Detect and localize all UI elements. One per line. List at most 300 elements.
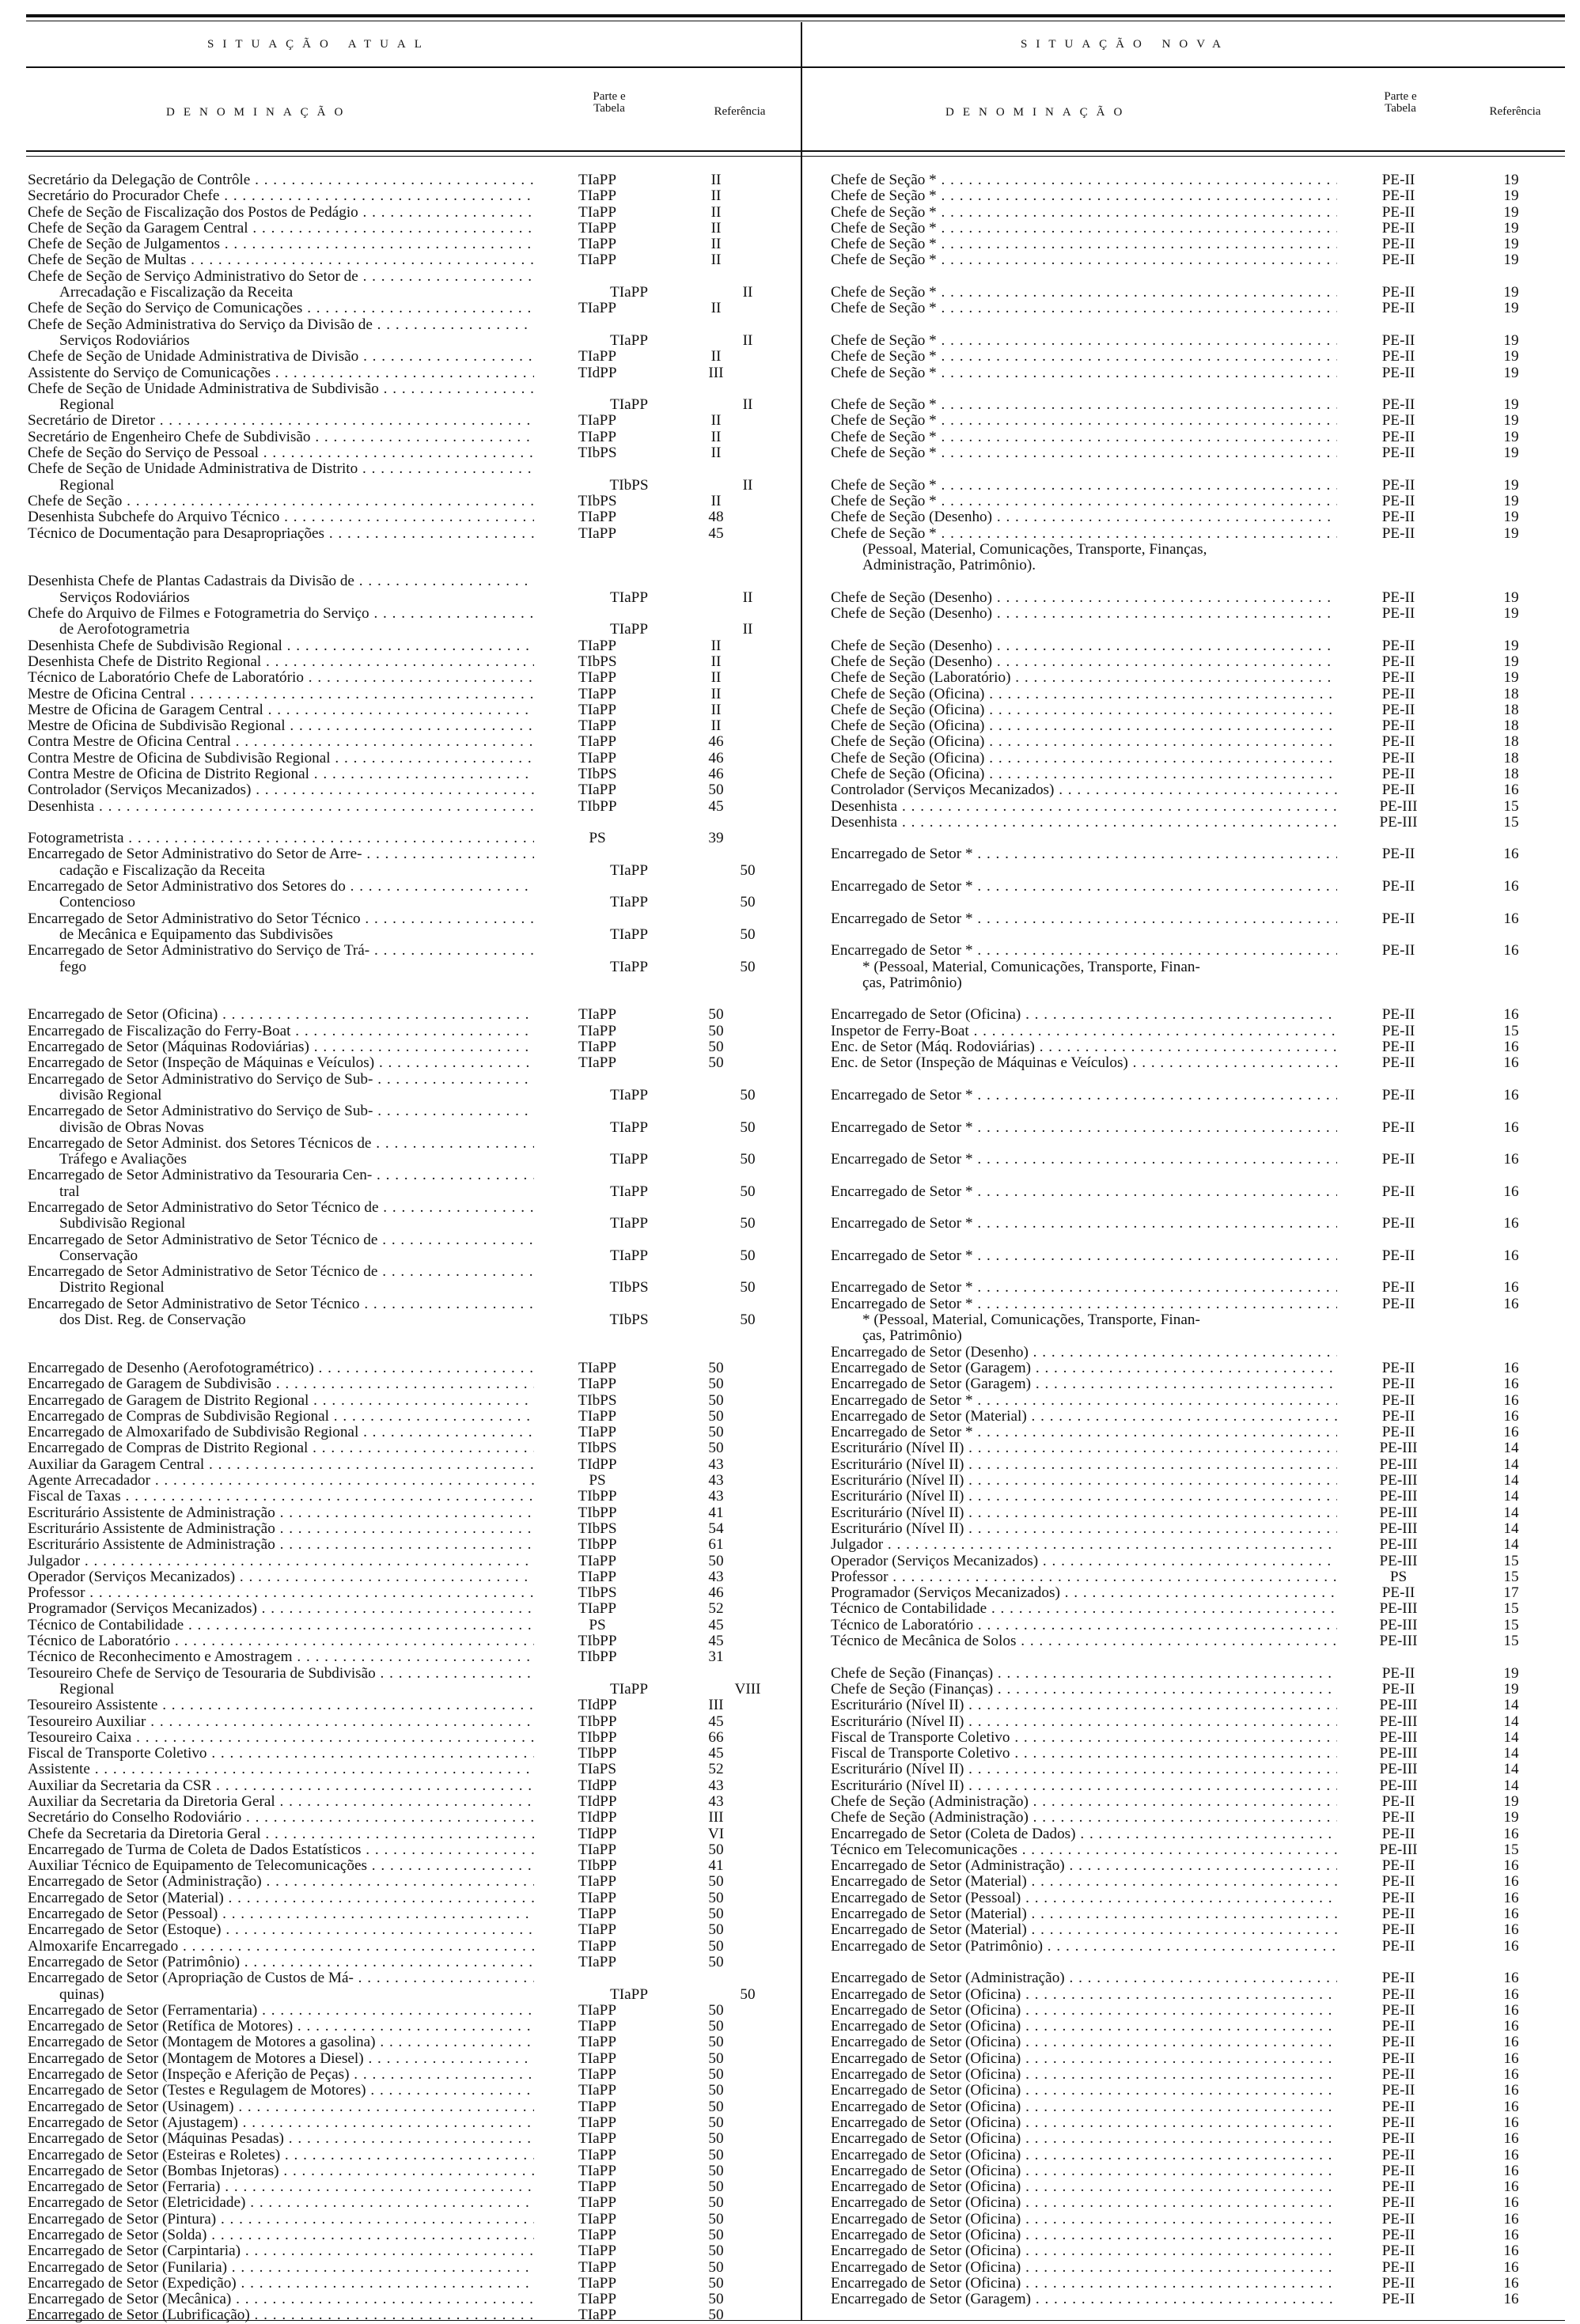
table-row bbox=[831, 1682, 1580, 1698]
table-row bbox=[28, 237, 803, 252]
denominacao-cell: Encarregado de Setor (Bombas Injetoras) . . . bbox=[28, 2163, 534, 2179]
table-row bbox=[831, 1601, 1580, 1617]
referencia-cell: 14 bbox=[1503, 1520, 1519, 1537]
referencia-cell: II bbox=[742, 331, 753, 349]
parte-tabela-cell: TIbPS bbox=[578, 445, 617, 462]
referencia-cell bbox=[1460, 991, 1563, 1007]
table-row bbox=[28, 718, 803, 734]
parte-tabela-cell: TIaPP bbox=[578, 412, 616, 430]
referencia-cell: II bbox=[710, 412, 722, 430]
referencia-cell: 50 bbox=[708, 2050, 724, 2067]
referencia-cell: II bbox=[710, 653, 722, 670]
parte-tabela-cell: PS bbox=[589, 830, 606, 847]
denominacao-cell bbox=[831, 1232, 1337, 1248]
denominacao-cell: Chefe de Seção (Desenho) . . . bbox=[831, 654, 1337, 670]
denominacao-cell: Chefe de Seção * . . . bbox=[831, 172, 1337, 188]
denominacao-cell bbox=[831, 1955, 1337, 1970]
parte-tabela-cell: PE-II bbox=[1381, 2194, 1415, 2212]
referencia-cell: 16 bbox=[1503, 2210, 1519, 2227]
denominacao-cell bbox=[831, 895, 1337, 910]
table-row bbox=[28, 2067, 803, 2083]
table-row bbox=[28, 1489, 803, 1505]
table-row bbox=[831, 172, 1580, 188]
referencia-cell: 19 bbox=[1503, 412, 1519, 430]
denominacao-cell: Encarregado de Setor (Oficina) . . . bbox=[831, 2067, 1337, 2083]
table-row bbox=[831, 526, 1580, 542]
parte-tabela-cell: PE-III bbox=[1379, 1713, 1418, 1730]
table-row bbox=[28, 1184, 803, 1200]
referencia-cell: 16 bbox=[1503, 2243, 1519, 2260]
referencia-cell: 16 bbox=[1503, 2114, 1519, 2131]
table-row bbox=[831, 846, 1580, 862]
parte-tabela-cell: TIaPP bbox=[610, 1215, 648, 1232]
table-row bbox=[831, 1136, 1580, 1152]
referencia-cell: III bbox=[708, 1809, 724, 1826]
table-row bbox=[28, 317, 803, 333]
table-row bbox=[28, 1891, 803, 1906]
referencia-cell: 66 bbox=[708, 1728, 724, 1746]
parte-tabela-cell bbox=[534, 943, 661, 959]
table-row bbox=[28, 734, 803, 750]
parte-tabela-cell: TIaPP bbox=[578, 1039, 616, 1056]
denominacao-cell: quinas) bbox=[59, 1986, 104, 2003]
table-row bbox=[831, 1698, 1580, 1713]
table-row bbox=[28, 1521, 803, 1537]
parte-tabela-cell: PE-II bbox=[1381, 2178, 1415, 2196]
referencia-cell bbox=[1460, 1168, 1563, 1183]
referencia-cell bbox=[1460, 381, 1563, 397]
table-row bbox=[831, 558, 1580, 573]
table-row bbox=[28, 1457, 803, 1473]
table-row bbox=[831, 766, 1580, 782]
denominacao-cell: Tesoureiro Assistente . . . bbox=[28, 1698, 534, 1713]
referencia-cell: 50 bbox=[708, 2146, 724, 2163]
referencia-cell: 43 bbox=[708, 1472, 724, 1489]
denominacao-cell bbox=[831, 1072, 1337, 1088]
parte-tabela-cell: TIaPP bbox=[578, 1841, 616, 1858]
parte-tabela-cell: PE-II bbox=[1381, 1118, 1415, 1136]
denominacao-cell: Encarregado de Setor (Oficina) . . . bbox=[831, 2260, 1337, 2276]
parte-tabela-cell: TIaPS bbox=[578, 1761, 616, 1778]
referencia-cell: 50 bbox=[708, 2001, 724, 2019]
table-row bbox=[28, 622, 803, 638]
table-row bbox=[831, 1103, 1580, 1119]
denominacao-cell: Chefe de Seção (Administração) . . . bbox=[831, 1794, 1337, 1810]
denominacao-cell: Escriturário (Nível II) . . . bbox=[831, 1457, 1337, 1473]
table-row bbox=[28, 1922, 803, 1938]
denominacao-cell: Chefe de Seção (Desenho) . . . bbox=[831, 606, 1337, 622]
denominacao-cell bbox=[28, 1345, 534, 1361]
referencia-cell: 19 bbox=[1503, 669, 1519, 687]
denominacao-cell: Encarregado de Setor (Lubrificação) . . . bbox=[28, 2307, 534, 2323]
referencia-cell: 16 bbox=[1503, 1985, 1519, 2003]
parte-tabela-cell: PE-II bbox=[1381, 364, 1415, 381]
table-row bbox=[831, 1922, 1580, 1938]
referencia-cell: 46 bbox=[708, 765, 724, 782]
referencia-cell: 16 bbox=[1503, 910, 1519, 927]
referencia-cell: 15 bbox=[1503, 1568, 1519, 1585]
parte-tabela-cell: PE-II bbox=[1381, 2082, 1415, 2099]
parte-tabela-cell bbox=[534, 1345, 661, 1361]
parte-tabela-cell bbox=[534, 1168, 661, 1183]
denominacao-cell: Chefe de Seção * . . . bbox=[831, 188, 1337, 204]
table-row bbox=[831, 1024, 1580, 1039]
denominacao-cell: Chefe da Secretaria da Diretoria Geral . . . bbox=[28, 1826, 534, 1842]
referencia-cell: 18 bbox=[1503, 717, 1519, 735]
table-row bbox=[831, 1649, 1580, 1665]
table-row bbox=[831, 1891, 1580, 1906]
parte-tabela-cell: PE-II bbox=[1381, 1215, 1415, 1232]
table-row bbox=[831, 2034, 1580, 2050]
table-row bbox=[831, 2115, 1580, 2131]
table-row bbox=[28, 2051, 803, 2067]
parte-tabela-cell: PE-III bbox=[1379, 1472, 1418, 1489]
referencia-cell: 19 bbox=[1503, 476, 1519, 494]
parte-tabela-cell: PE-II bbox=[1381, 2066, 1415, 2084]
referencia-cell: 16 bbox=[1503, 878, 1519, 895]
parte-tabela-cell: PE-II bbox=[1381, 1279, 1415, 1296]
parte-tabela-cell: TIbPP bbox=[578, 1488, 617, 1505]
denominacao-cell bbox=[831, 317, 1337, 333]
referencia-cell bbox=[661, 911, 771, 927]
referencia-cell bbox=[1460, 269, 1563, 285]
parte-tabela-cell: PE-II bbox=[1381, 1006, 1415, 1024]
referencia-cell: 50 bbox=[740, 925, 756, 943]
table-row bbox=[831, 252, 1580, 268]
table-row bbox=[28, 1746, 803, 1762]
table-row bbox=[28, 670, 803, 686]
denominacao-cell: Encarregado de Setor * . . . bbox=[831, 1248, 1337, 1264]
referencia-cell: 16 bbox=[1503, 2018, 1519, 2035]
parte-tabela-cell: TIaPP bbox=[578, 2018, 616, 2035]
table-row bbox=[831, 1264, 1580, 1280]
denominacao-cell: Secretário da Delegação de Contrôle . . . bbox=[28, 172, 534, 188]
parte-tabela-cell: TIaPP bbox=[578, 1873, 616, 1891]
denominacao-cell: Desenhista Subchefe do Arquivo Técnico . . . bbox=[28, 509, 534, 525]
denominacao-cell bbox=[831, 269, 1337, 285]
denominacao-cell: Técnico de Laboratório Chefe de Laboratório . . . bbox=[28, 670, 534, 686]
referencia-cell: 16 bbox=[1503, 2066, 1519, 2084]
parte-tabela-cell: TIaPP bbox=[578, 236, 616, 253]
referencia-cell: 16 bbox=[1503, 1279, 1519, 1296]
table-row bbox=[28, 365, 803, 381]
parte-tabela-cell: TIaPP bbox=[578, 203, 616, 221]
denominacao-cell: ças, Patrimônio) bbox=[862, 1328, 962, 1345]
denominacao-cell bbox=[831, 573, 1337, 589]
parte-tabela-cell bbox=[1337, 1955, 1460, 1970]
referencia-cell: 16 bbox=[1503, 1359, 1519, 1376]
parte-tabela-cell: TIbPP bbox=[578, 1536, 617, 1554]
parte-tabela-cell: PE-II bbox=[1381, 605, 1415, 623]
table-row bbox=[28, 2148, 803, 2163]
parte-tabela-cell bbox=[534, 573, 661, 589]
referencia-cell bbox=[661, 1296, 771, 1312]
parte-tabela-cell: PE-II bbox=[1381, 476, 1415, 494]
denominacao-cell bbox=[28, 542, 534, 558]
parte-tabela-cell: PE-II bbox=[1381, 685, 1415, 702]
denominacao-cell: Encarregado de Setor (Administração) . . . bbox=[831, 1858, 1337, 1874]
table-row bbox=[28, 172, 803, 188]
denominacao-cell: Encarregado de Setor (Material) . . . bbox=[831, 1906, 1337, 1922]
denominacao-cell: Operador (Serviços Mecanizados) . . . bbox=[28, 1569, 534, 1585]
parte-tabela-cell: TIbPS bbox=[578, 765, 617, 782]
parte-tabela-cell: TIbPP bbox=[578, 1504, 617, 1521]
denominacao-cell: Encarregado de Setor (Oficina) . . . bbox=[831, 2003, 1337, 2019]
referencia-cell: 45 bbox=[708, 524, 724, 542]
referencia-cell: 50 bbox=[708, 2227, 724, 2243]
denominacao-cell: Chefe de Seção (Administração) . . . bbox=[831, 1810, 1337, 1826]
denominacao-cell: Contra Mestre de Oficina de Subdivisão Regional . . . bbox=[28, 751, 534, 766]
table-row bbox=[28, 1200, 803, 1216]
parte-tabela-cell: PE-II bbox=[1381, 1039, 1415, 1056]
referencia-cell: 14 bbox=[1503, 1745, 1519, 1762]
referencia-cell: 50 bbox=[708, 1359, 724, 1376]
referencia-cell: 16 bbox=[1503, 2291, 1519, 2308]
denominacao-cell: Chefe de Seção de Julgamentos . . . bbox=[28, 237, 534, 252]
parte-tabela-cell: PE-II bbox=[1381, 878, 1415, 895]
table-row bbox=[28, 1666, 803, 1682]
denominacao-cell bbox=[831, 863, 1337, 879]
denominacao-cell: Encarregado de Garagem de Distrito Regional . . . bbox=[28, 1393, 534, 1409]
parte-tabela-cell: TIaPP bbox=[578, 717, 616, 735]
referencia-cell: 16 bbox=[1503, 1006, 1519, 1024]
denominacao-cell: Chefe de Seção (Oficina) . . . bbox=[831, 751, 1337, 766]
table-row bbox=[28, 1007, 803, 1023]
referencia-cell: 50 bbox=[708, 1391, 724, 1409]
denominacao-cell: Encarregado de Setor (Oficina) . . . bbox=[831, 1987, 1337, 2003]
referencia-cell bbox=[1460, 831, 1563, 846]
table-row bbox=[831, 1280, 1580, 1296]
table-row bbox=[28, 1361, 803, 1376]
referencia-cell: 14 bbox=[1503, 1728, 1519, 1746]
parte-tabela-cell: PE-II bbox=[1381, 1809, 1415, 1826]
denominacao-cell bbox=[831, 461, 1337, 477]
denominacao-cell: Encarregado de Setor (Pessoal) . . . bbox=[28, 1906, 534, 1922]
referencia-cell: 19 bbox=[1503, 445, 1519, 462]
parte-tabela-cell: TIaPP bbox=[578, 637, 616, 654]
table-row bbox=[831, 2243, 1580, 2259]
table-row bbox=[831, 1618, 1580, 1633]
left-table-body bbox=[28, 172, 803, 2324]
denominacao-cell: tral bbox=[59, 1183, 80, 1200]
table-row bbox=[831, 1778, 1580, 1794]
denominacao-cell: Encarregado de Setor (Estoque) . . . bbox=[28, 1922, 534, 1938]
referencia-cell: 46 bbox=[708, 733, 724, 751]
denominacao-cell bbox=[831, 622, 1337, 638]
parte-tabela-cell: PE-II bbox=[1381, 1792, 1415, 1810]
table-row bbox=[831, 1055, 1580, 1071]
referencia-cell: 19 bbox=[1503, 1680, 1519, 1698]
parte-tabela-cell: TIaPP bbox=[610, 894, 648, 911]
parte-tabela-cell bbox=[534, 1232, 661, 1248]
referencia-cell: 16 bbox=[1503, 1376, 1519, 1393]
referencia-cell: III bbox=[708, 364, 724, 381]
parte-tabela-cell bbox=[534, 1970, 661, 1986]
denominacao-cell: Encarregado de Setor (Testes e Regulagem de Motores) . . . bbox=[28, 2083, 534, 2099]
referencia-cell: 15 bbox=[1503, 1600, 1519, 1618]
table-row bbox=[831, 638, 1580, 654]
parte-tabela-cell: PE-II bbox=[1381, 203, 1415, 221]
table-row bbox=[831, 799, 1580, 815]
parte-tabela-cell: PE-II bbox=[1381, 1857, 1415, 1875]
parte-tabela-cell: TIbPP bbox=[578, 1648, 617, 1666]
table-row bbox=[28, 895, 803, 910]
referencia-cell: 16 bbox=[1503, 2258, 1519, 2276]
parte-tabela-cell: PE-II bbox=[1381, 348, 1415, 365]
table-row bbox=[831, 1826, 1580, 1842]
table-row bbox=[831, 2212, 1580, 2227]
denominacao-cell: Chefe de Seção de Multas . . . bbox=[28, 252, 534, 268]
table-row bbox=[831, 1248, 1580, 1264]
denominacao-cell: Secretário do Procurador Chefe . . . bbox=[28, 188, 534, 204]
table-row bbox=[831, 2083, 1580, 2099]
denominacao-cell: Encarregado de Setor (Máquinas Rodoviárias) . . . bbox=[28, 1039, 534, 1055]
table-row bbox=[28, 1842, 803, 1858]
parte-tabela-cell: PE-II bbox=[1381, 331, 1415, 349]
parte-tabela-cell: TIaPP bbox=[578, 1552, 616, 1569]
parte-tabela-cell: TIdPP bbox=[578, 1697, 617, 1714]
denominacao-cell: Chefe de Seção * . . . bbox=[831, 397, 1337, 413]
denominacao-cell: Desenhista Chefe de Subdivisão Regional . . . bbox=[28, 638, 534, 654]
parte-tabela-cell: PE-II bbox=[1381, 701, 1415, 718]
referencia-cell: 16 bbox=[1503, 1295, 1519, 1312]
parte-tabela-cell bbox=[534, 317, 661, 333]
parte-tabela-cell: TIbPS bbox=[578, 1440, 617, 1457]
table-row bbox=[831, 1939, 1580, 1955]
parte-tabela-cell: TIaPP bbox=[578, 524, 616, 542]
table-row bbox=[831, 1039, 1580, 1055]
denominacao-cell: Encarregado de Setor * . . . bbox=[831, 1184, 1337, 1200]
denominacao-cell bbox=[831, 991, 1337, 1007]
table-row bbox=[28, 1072, 803, 1088]
denominacao-cell: Chefe de Seção * . . . bbox=[831, 445, 1337, 461]
parte-tabela-cell: TIaPP bbox=[578, 187, 616, 205]
referencia-cell: 41 bbox=[708, 1504, 724, 1521]
referencia-cell: II bbox=[710, 669, 722, 687]
referencia-cell: 19 bbox=[1503, 653, 1519, 670]
referencia-cell: 50 bbox=[740, 1183, 756, 1200]
table-row bbox=[28, 1874, 803, 1890]
referencia-cell: 16 bbox=[1503, 1151, 1519, 1168]
table-row bbox=[28, 782, 803, 798]
parte-tabela-cell: TIbPP bbox=[578, 1728, 617, 1746]
parte-tabela-cell: TIbPS bbox=[578, 492, 617, 509]
referencia-cell: 19 bbox=[1503, 364, 1519, 381]
denominacao-cell: Fotogrametrista . . . bbox=[28, 831, 534, 846]
denominacao-cell: Chefe de Seção (Finanças) . . . bbox=[831, 1682, 1337, 1698]
denominacao-cell: Escriturário (Nível II) . . . bbox=[831, 1521, 1337, 1537]
denominacao-cell: Mestre de Oficina de Subdivisão Regional . . . bbox=[28, 718, 534, 734]
table-row bbox=[831, 1440, 1580, 1456]
table-row bbox=[28, 445, 803, 461]
parte-tabela-cell: TIbPP bbox=[578, 1713, 617, 1730]
parte-tabela-cell bbox=[534, 558, 661, 573]
table-row bbox=[831, 445, 1580, 461]
denominacao-cell: Chefe de Seção * . . . bbox=[831, 413, 1337, 429]
denominacao-cell: Chefe de Seção * . . . bbox=[831, 526, 1337, 542]
parte-tabela-cell bbox=[534, 606, 661, 622]
parte-tabela-cell: TIaPP bbox=[578, 2050, 616, 2067]
denominacao-cell: Encarregado de Setor (Apropriação de Custos de Má- . . . bbox=[28, 1970, 534, 1986]
referencia-cell: 15 bbox=[1503, 1552, 1519, 1569]
referencia-cell bbox=[661, 815, 771, 831]
table-row bbox=[28, 1714, 803, 1730]
denominacao-cell: Tesoureiro Chefe de Serviço de Tesouraria de Subdivisão . . . bbox=[28, 1666, 534, 1682]
denominacao-cell: Encarregado de Setor (Oficina) . . . bbox=[831, 2212, 1337, 2227]
parte-tabela-cell: PE-III bbox=[1379, 1504, 1418, 1521]
denominacao-cell: Auxiliar da Secretaria da CSR . . . bbox=[28, 1778, 534, 1794]
table-row bbox=[28, 188, 803, 204]
referencia-cell bbox=[1460, 461, 1563, 477]
referencia-cell bbox=[1491, 558, 1580, 573]
referencia-cell: 50 bbox=[708, 2210, 724, 2227]
parte-tabela-cell: PE-II bbox=[1381, 910, 1415, 927]
table-row bbox=[831, 654, 1580, 670]
parte-tabela-cell bbox=[1369, 1312, 1491, 1328]
parte-tabela-cell bbox=[534, 1200, 661, 1216]
parte-tabela-cell: TIaPP bbox=[578, 1937, 616, 1955]
referencia-cell bbox=[661, 975, 771, 991]
denominacao-cell: Chefe de Seção * . . . bbox=[831, 301, 1337, 316]
referencia-cell: 16 bbox=[1503, 942, 1519, 960]
table-row bbox=[28, 526, 803, 542]
table-row bbox=[28, 1585, 803, 1601]
table-row bbox=[831, 478, 1580, 494]
table-row bbox=[28, 1409, 803, 1425]
denominacao-cell: Encarregado de Setor * . . . bbox=[831, 1120, 1337, 1136]
referencia-cell: 45 bbox=[708, 1745, 724, 1762]
referencia-cell: 50 bbox=[708, 2274, 724, 2292]
parte-tabela-cell: PE-II bbox=[1381, 1937, 1415, 1955]
parte-tabela-cell: TIbPS bbox=[609, 1312, 649, 1329]
table-row bbox=[28, 1537, 803, 1553]
parte-tabela-cell: PE-III bbox=[1379, 797, 1418, 815]
parte-tabela-cell: TIaPP bbox=[578, 252, 616, 269]
referencia-cell: 19 bbox=[1503, 492, 1519, 509]
referencia-cell: 50 bbox=[708, 2194, 724, 2212]
table-row bbox=[831, 1425, 1580, 1440]
denominacao-cell: Técnico de Contabilidade . . . bbox=[831, 1601, 1337, 1617]
table-row bbox=[831, 2260, 1580, 2276]
denominacao-cell: Encarregado de Compras de Distrito Regional . . . bbox=[28, 1440, 534, 1456]
referencia-cell bbox=[661, 606, 771, 622]
denominacao-cell: Programador (Serviços Mecanizados) . . . bbox=[28, 1601, 534, 1617]
parte-tabela-cell: PE-II bbox=[1381, 2274, 1415, 2292]
parte-tabela-cell: PE-II bbox=[1381, 187, 1415, 205]
referencia-cell: 50 bbox=[740, 1247, 756, 1264]
referencia-cell: 14 bbox=[1503, 1472, 1519, 1489]
parte-tabela-cell bbox=[1337, 1649, 1460, 1665]
referencia-cell bbox=[1491, 1328, 1580, 1344]
referencia-cell: 19 bbox=[1503, 396, 1519, 414]
parte-tabela-cell bbox=[1337, 317, 1460, 333]
table-row bbox=[28, 2163, 803, 2179]
parte-tabela-cell: TIaPP bbox=[610, 1151, 648, 1168]
parte-tabela-cell: PE-II bbox=[1381, 749, 1415, 766]
parte-tabela-cell: PE-II bbox=[1381, 2050, 1415, 2067]
parte-tabela-cell: TIbPP bbox=[578, 1857, 617, 1875]
referencia-cell: 16 bbox=[1503, 1407, 1519, 1425]
table-row bbox=[28, 1987, 803, 2003]
denominacao-cell: Assistente . . . bbox=[28, 1762, 534, 1777]
table-row bbox=[831, 2051, 1580, 2067]
denominacao-cell: Encarregado de Setor (Inspeção e Aferição de Peças) . . . bbox=[28, 2067, 534, 2083]
parte-tabela-cell: PE-III bbox=[1379, 1728, 1418, 1746]
denominacao-cell: Chefe de Seção * . . . bbox=[831, 205, 1337, 221]
denominacao-cell: Encarregado de Setor (Oficina) . . . bbox=[831, 2019, 1337, 2034]
parte-tabela-cell: PE-II bbox=[1381, 2130, 1415, 2148]
table-row bbox=[831, 2067, 1580, 2083]
